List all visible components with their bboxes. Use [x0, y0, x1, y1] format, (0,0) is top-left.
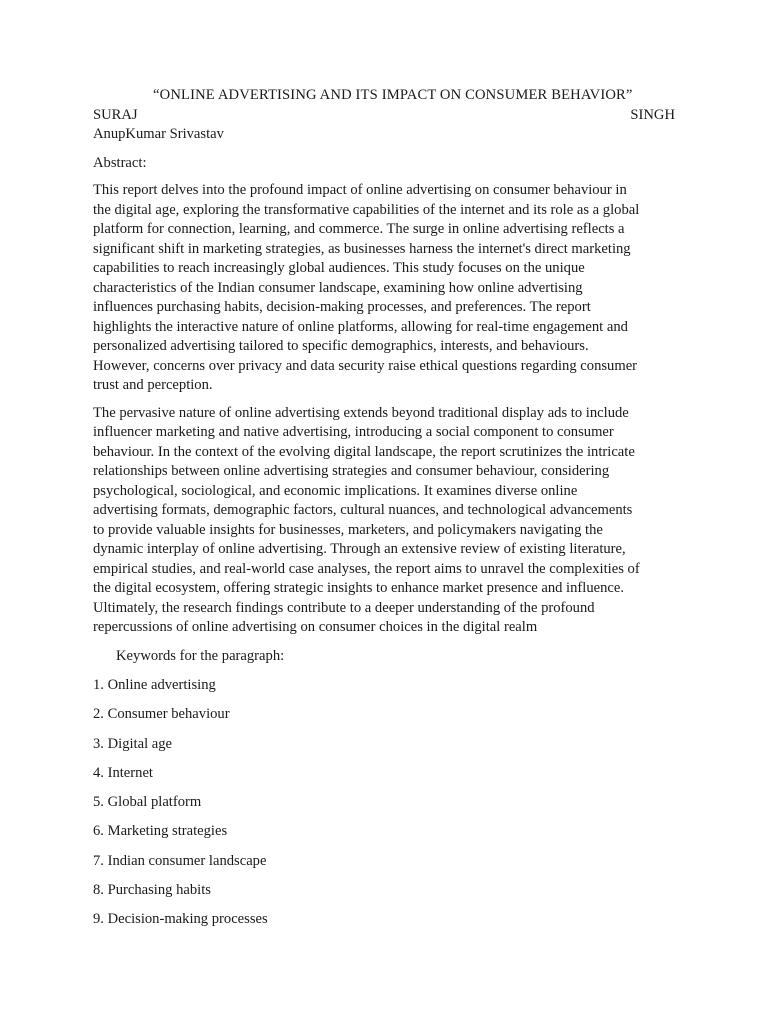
paragraph-line: repercussions of online advertising on consumer choices in the digital realm: [93, 619, 538, 635]
paragraph-line: This report delves into the profound impact of online advertising on consumer behaviour in: [93, 182, 627, 198]
paragraph-line: relationships between online advertising strategies and consumer behaviour, considering: [93, 463, 610, 479]
paragraph-line: psychological, sociological, and economic implications. It examines diverse online: [93, 482, 578, 499]
paragraph-line: The pervasive nature of online advertising extends beyond traditional display ads to include: [93, 404, 629, 421]
paragraph-line: influences purchasing habits, decision-making processes, and preferences. The report: [93, 299, 591, 315]
paragraph-line: personalized advertising tailored to specific demographics, interests, and behaviours.: [93, 338, 589, 354]
author-line: [93, 106, 675, 126]
abstract-paragraph-2: [93, 404, 675, 638]
co-author: AnupKumar Srivastav: [93, 126, 224, 142]
document-title: “ONLINE ADVERTISING AND ITS IMPACT ON CONSUMER BEHAVIOR”: [153, 87, 633, 103]
keyword-item: 4. Internet: [93, 764, 153, 781]
paragraph-line: dynamic interplay of online advertising. Through an extensive review of existing literature,: [93, 541, 626, 557]
keyword-item: 5. Global platform: [93, 794, 202, 811]
paragraph-line: the digital ecosystem, offering strategic insights to enhance market presence and influence.: [93, 580, 624, 596]
paragraph-line: characteristics of the Indian consumer landscape, examining how online advertising: [93, 279, 583, 296]
paragraph-line: the digital age, exploring the transformative capabilities of the internet and its role as a global: [93, 201, 640, 218]
keyword-item: 3. Digital age: [93, 735, 173, 752]
paragraph-line: Ultimately, the research findings contribute to a deeper understanding of the profound: [93, 599, 595, 616]
document-page: [93, 86, 675, 940]
paragraph-line: platform for connection, learning, and commerce. The surge in online advertising reflects a: [93, 221, 625, 237]
paragraph-line: behaviour. In the context of the evolving digital landscape, the report scrutinizes the intricate: [93, 443, 635, 460]
paragraph-line: trust and perception.: [93, 377, 213, 393]
keyword-item: 9. Decision-making processes: [93, 911, 268, 928]
paragraph-line: significant shift in marketing strategies, as businesses harness the internet's direct marketing: [93, 240, 631, 257]
paragraph-line: However, concerns over privacy and data security raise ethical questions regarding consumer: [93, 357, 638, 374]
paragraph-line: to provide valuable insights for businesses, marketers, and policymakers navigating the: [93, 521, 603, 538]
keyword-item: 6. Marketing strategies: [93, 823, 228, 840]
abstract-paragraph-1: [93, 181, 675, 396]
paragraph-line: influencer marketing and native advertising, introducing a social component to consumer: [93, 424, 614, 440]
keyword-item: 1. Online advertising: [93, 677, 216, 693]
paragraph-line: empirical studies, and real-world case analyses, the report aims to unravel the complexities of: [93, 560, 640, 577]
abstract-heading: Abstract:: [93, 154, 147, 171]
keyword-item: 7. Indian consumer landscape: [93, 852, 267, 869]
paragraph-line: highlights the interactive nature of online platforms, allowing for real-time engagement and: [93, 318, 628, 335]
keyword-item: 8. Purchasing habits: [93, 882, 211, 899]
keyword-item: 2. Consumer behaviour: [93, 706, 230, 723]
paragraph-line: capabilities to reach increasingly global audiences. This study focuses on the unique: [93, 260, 585, 276]
keywords-heading: Keywords for the paragraph:: [116, 647, 285, 664]
paragraph-line: advertising formats, demographic factors, cultural nuances, and technological advancements: [93, 502, 633, 518]
author-last-name: SINGH: [630, 106, 675, 123]
author-first-name: SURAJ: [93, 106, 138, 123]
keywords-list: [93, 676, 675, 930]
